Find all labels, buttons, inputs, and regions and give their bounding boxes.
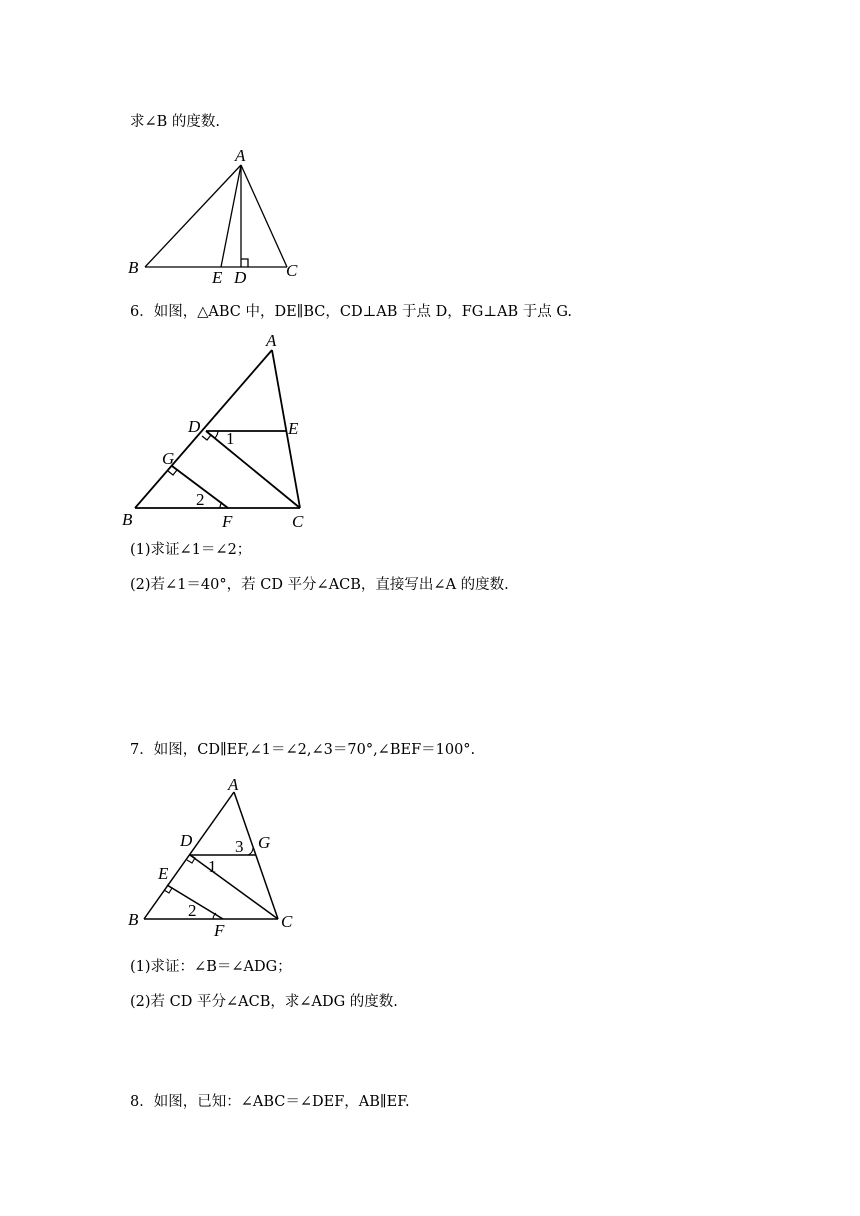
label-d: D [180,831,193,850]
problem7-stem: 7．如图，CD∥EF,∠1＝∠2,∠3＝70°,∠BEF＝100°. [130,742,476,758]
label-e: E [158,864,169,883]
label-c: C [286,261,298,280]
label-e: E [288,419,299,438]
label-a: A [266,331,277,350]
segment-ab [135,350,272,508]
angle-3-arc [248,848,253,855]
label-a: A [228,775,239,794]
label-g: G [258,833,271,852]
problem5-figure [120,140,320,290]
label-angle-2: 2 [188,901,197,920]
segment-dc [190,855,278,919]
label-e: E [212,268,223,287]
problem7-part2: (2)若 CD 平分∠ACB，求∠ADG 的度数. [130,994,398,1010]
problem7-figure [120,770,320,945]
label-angle-1: 1 [226,429,235,448]
label-b: B [128,910,139,929]
problem8-stem: 8．如图，已知：∠ABC＝∠DEF，AB∥EF. [130,1094,410,1110]
label-angle-2: 2 [196,490,205,509]
segment-ae [221,165,241,267]
label-angle-3: 3 [235,837,244,856]
label-c: C [292,512,304,531]
problem6-part1: (1)求证∠1＝∠2； [130,542,252,558]
problem6-part2: (2)若∠1＝40°，若 CD 平分∠ACB，直接写出∠A 的度数. [130,577,509,593]
label-b: B [128,258,139,277]
label-d: D [188,417,201,436]
angle-1-arc [215,431,218,438]
label-b: B [122,510,133,529]
label-f: F [214,921,225,940]
label-c: C [281,912,293,931]
problem6-figure [120,330,320,535]
problem6-stem: 6．如图，△ABC 中，DE∥BC，CD⊥AB 于点 D，FG⊥AB 于点 G. [130,304,573,320]
problem7-part1: (1)求证：∠B＝∠ADG； [130,959,292,975]
segment-ab [145,165,241,267]
right-angle-mark [241,259,248,267]
label-a: A [235,146,246,165]
label-g: G [162,449,175,468]
label-f: F [222,512,233,531]
segment-dc [206,431,300,508]
problem5-question: 求∠B 的度数. [130,114,221,130]
segment-ac [241,165,287,267]
label-d: D [234,268,247,287]
label-angle-1: 1 [208,857,217,876]
